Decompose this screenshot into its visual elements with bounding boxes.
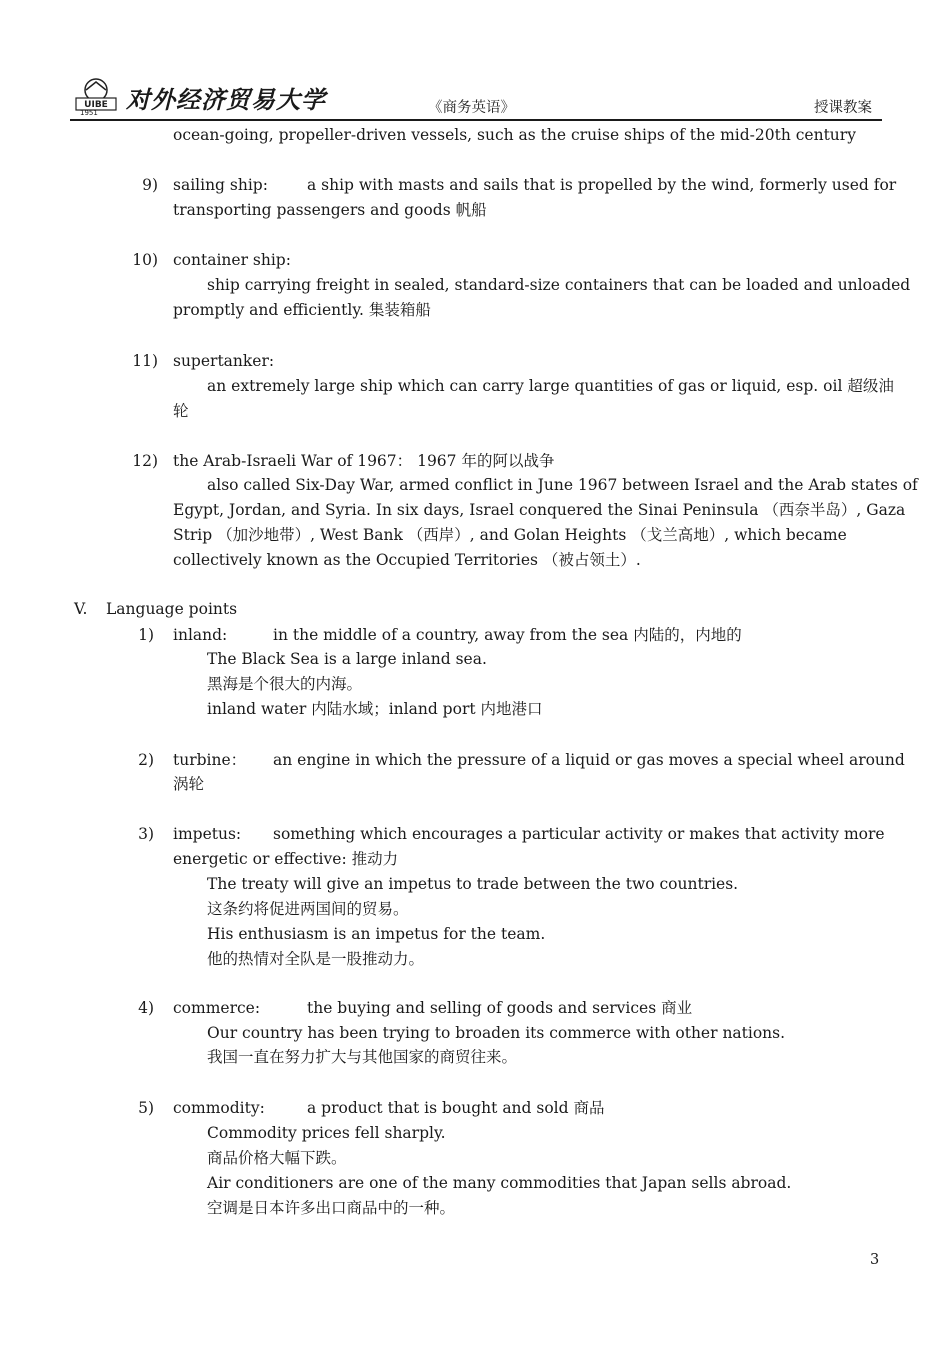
point-definition: a product that is bought and sold 商品 [307, 1099, 605, 1117]
example-translation: 这条约将促进两国间的贸易。 [207, 900, 409, 918]
note-definition: Egypt, Jordan, and Syria. In six days, Israel conquered the Sinai Peninsula （西奈半岛）, Gaza [173, 501, 906, 519]
point-number: 4) [138, 999, 154, 1017]
note-term: sailing ship: [173, 176, 268, 194]
svg-text:UIBE: UIBE [84, 100, 108, 110]
note-term: supertanker: [173, 352, 275, 370]
point-number: 1) [138, 626, 154, 644]
university-logo [72, 76, 120, 116]
note-definition: collectively known as the Occupied Territories （被占领土）. [173, 551, 641, 569]
note-term: the Arab-Israeli War of 1967： 1967 年的阿以战争 [173, 452, 555, 470]
note-definition: 轮 [173, 402, 189, 420]
example-sentence: inland water 内陆水域；inland port 内地港口 [207, 700, 543, 718]
point-term: inland: [173, 626, 228, 644]
example-sentence: His enthusiasm is an impetus for the team. [207, 925, 546, 943]
note-number: 12) [132, 452, 158, 470]
example-sentence: Our country has been trying to broaden its commerce with other nations. [207, 1024, 786, 1042]
section-numeral: V. [74, 600, 88, 618]
point-definition: the buying and selling of goods and services 商业 [307, 999, 693, 1017]
point-definition: something which encourages a particular activity or makes that activity more [273, 825, 885, 843]
point-term: turbine： [173, 751, 247, 769]
note-definition: a ship with masts and sails that is propelled by the wind, formerly used for [307, 176, 897, 194]
example-sentence: The Black Sea is a large inland sea. [207, 650, 487, 668]
document-type: 授课教案 [814, 100, 872, 116]
point-definition: 涡轮 [173, 775, 205, 793]
note-definition: an extremely large ship which can carry large quantities of gas or liquid, esp. oil 超级油 [207, 377, 894, 395]
note-definition: ship carrying freight in sealed, standard-size containers that can be loaded and unloaded [207, 276, 911, 294]
section-title: Language points [106, 600, 238, 618]
logo-year: 1951 [80, 109, 98, 117]
example-translation: 他的热情对全队是一股推动力。 [207, 950, 425, 968]
note-definition: promptly and efficiently. 集装箱船 [173, 301, 431, 319]
note-definition: Strip （加沙地带）, West Bank （西岸）, and Golan Heights （戈兰高地）, which became [173, 526, 847, 544]
example-translation: 商品价格大幅下跌。 [207, 1149, 347, 1167]
page-number: 3 [870, 1252, 880, 1268]
continuation-text: ocean-going, propeller-driven vessels, such as the cruise ships of the mid-20th century [173, 126, 856, 144]
point-term: impetus: [173, 825, 242, 843]
note-number: 10) [132, 251, 158, 269]
course-title: 《商务英语》 [428, 100, 515, 116]
example-sentence: Commodity prices fell sharply. [207, 1124, 446, 1142]
header-rule [70, 119, 882, 121]
example-translation: 我国一直在努力扩大与其他国家的商贸往来。 [207, 1048, 518, 1066]
example-sentence: The treaty will give an impetus to trade between the two countries. [207, 875, 739, 893]
university-name: 对外经济贸易大学 [126, 85, 326, 114]
point-term: commerce: [173, 999, 261, 1017]
point-term: commodity: [173, 1099, 265, 1117]
example-translation: 黑海是个很大的内海。 [207, 675, 363, 693]
note-number: 9) [142, 176, 158, 194]
note-number: 11) [132, 352, 158, 370]
point-number: 2) [138, 751, 154, 769]
point-definition: in the middle of a country, away from the sea 内陆的，内地的 [273, 626, 742, 644]
point-definition: energetic or effective: 推动力 [173, 850, 399, 868]
example-sentence: Air conditioners are one of the many commodities that Japan sells abroad. [207, 1174, 792, 1192]
note-definition: also called Six-Day War, armed conflict in June 1967 between Israel and the Arab states of [207, 476, 918, 494]
note-term: container ship: [173, 251, 291, 269]
point-number: 3) [138, 825, 154, 843]
note-definition: transporting passengers and goods 帆船 [173, 201, 487, 219]
example-translation: 空调是日本许多出口商品中的一种。 [207, 1199, 456, 1217]
point-definition: an engine in which the pressure of a liquid or gas moves a special wheel around [273, 751, 905, 769]
point-number: 5) [138, 1099, 154, 1117]
